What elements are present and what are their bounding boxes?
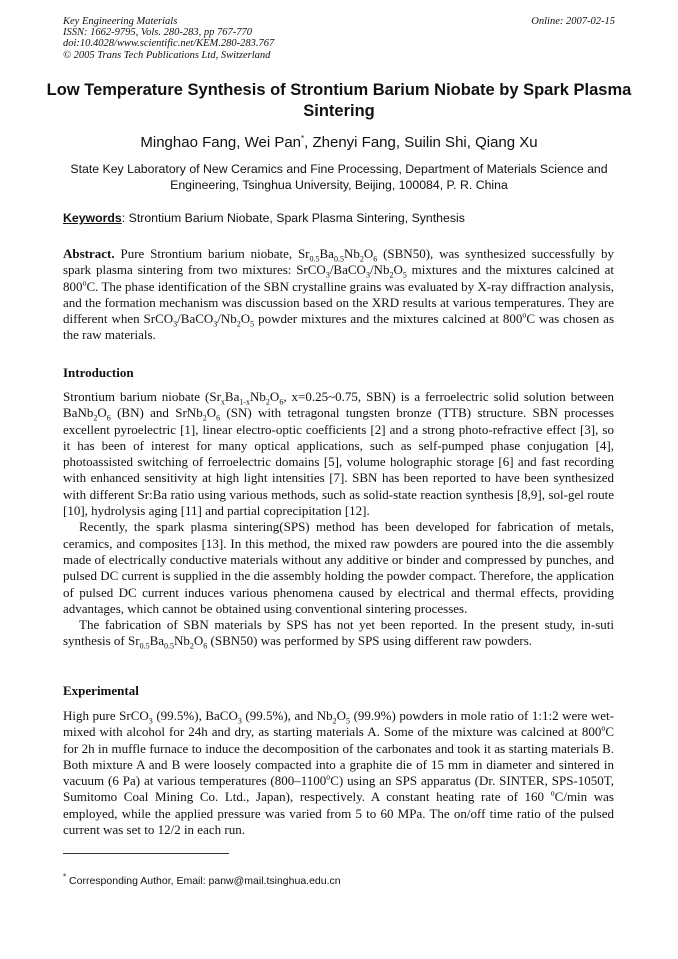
superscript: o <box>601 723 606 733</box>
intro-text: Ba <box>149 633 165 649</box>
subscript: 2 <box>389 270 394 280</box>
subscript: 6 <box>106 413 111 423</box>
intro-text: (SN) with tetragonal tungsten bronze (TTB) structure. SBN processes excellent pyroelectric [1], linear electro-optic coefficients [2] and a strong photo-refractive effect [3], so it has been of interest for many optical applications, such as self-pumped phase conjugation [4], photoassisted switching of ferroelectric domains [5], volume holographic storage [6] and fast recording with enhanced sensitivity at high light intensities [7]. SBN has been reported to have been synthesized with different Sr:Ba ratio using various methods, such as solid-state reaction synthesis [8,9], sol-gel route [10], hydrolysis aging [11] and partial coprecipitation [12]. <box>63 405 614 519</box>
affiliation: State Key Laboratory of New Ceramics and Fine Processing, Department of Materials Science and Engineering, Tsinghua University, Beijing, 100084, P. R. China <box>70 162 608 192</box>
subscript: 0.5 <box>333 254 344 264</box>
subscript: 3 <box>213 319 218 329</box>
intro-paragraph-2: Recently, the spark plasma sintering(SPS) method has been developed for fabrication of metals, ceramics, and composites [13]. In this method, the mixed raw powders are poured into the die assembly made of electrically conductive materials without any additive or binder and compressed by punches, and pulsed DC current is supplied in the die assembly holding the powder compact. Therefore, the application of pulsed DC current induces various phenomena caused by electrical and thermal effects, providing advantages, which cannot be obtained using conventional sintering processes. <box>63 519 614 616</box>
subscript: 2 <box>236 319 241 329</box>
intro-text: Nb <box>174 633 190 649</box>
introduction-heading: Introduction <box>63 365 134 380</box>
subscript: 3 <box>148 716 153 726</box>
subscript: 6 <box>203 642 208 652</box>
exp-text: (99.9%) powders in mole ratio of 1:1:2 were wet-mixed with alcohol for 24h and dry, as starting materials A. Some of the mixture was calcined at 800 <box>63 708 614 740</box>
subscript: 3 <box>237 716 242 726</box>
exp-text: C/min was employed, while the applied pressure was varied from 5 to 60 MPa. The on/off time ratio of the pulsed current was set to 12/2 in each run. <box>63 789 614 838</box>
abstract-text: mixtures and the mixtures calcined at 800 <box>63 262 614 294</box>
author-list <box>40 134 638 152</box>
journal-name: Key Engineering Materials <box>63 16 178 27</box>
experimental-body <box>63 708 614 838</box>
exp-text: C for 2h in muffle furnace to induce the decomposition of the carbonates and took it as starting materials B. Both mixture A and B were loosely compacted into a graphite die of 15 mm in diameter and sintered in vacuum (6 Pa) at various temperatures (800–1100 <box>63 724 614 789</box>
subscript: 6 <box>373 254 378 264</box>
exp-text: C) using an SPS apparatus (Dr. SINTER, SPS-1050T, Sumitomo Coal Mining Co. Ltd., Japan), respectively. A constant heating rate of 160 <box>63 773 614 805</box>
abstract-text: O <box>240 311 251 327</box>
abstract <box>63 246 614 344</box>
abstract-text: /BaCO <box>329 262 366 278</box>
abstract-label: Abstract. <box>63 246 115 261</box>
subscript: 2 <box>202 413 207 423</box>
subscript: 2 <box>93 413 98 423</box>
superscript: o <box>550 789 555 799</box>
abstract-text: Pure Strontium barium niobate, Sr <box>114 246 310 261</box>
intro-paragraph-1 <box>63 389 614 519</box>
abstract-text: Ba <box>319 246 334 261</box>
superscript: o <box>522 310 527 320</box>
footnote-mark: * <box>63 872 67 882</box>
subscript: 2 <box>265 397 270 407</box>
abstract-text: O <box>363 246 374 261</box>
abstract-text: /Nb <box>369 262 390 278</box>
keywords-label: Keywords <box>63 211 122 225</box>
subscript: 2 <box>189 642 194 652</box>
subscript: 6 <box>279 397 284 407</box>
intro-text: O <box>269 389 280 404</box>
subscript: 5 <box>346 716 351 726</box>
intro-text: (SBN50) was performed by SPS using different raw powders. <box>207 633 533 649</box>
author-names-2: , Zhenyi Fang, Suilin Shi, Qiang Xu <box>304 134 538 151</box>
corresponding-mark: * <box>301 134 305 143</box>
intro-text: , x=0.25~0.75, SBN) is a ferroelectric solid solution between BaNb <box>63 389 614 421</box>
subscript: 3 <box>365 270 370 280</box>
abstract-text: powder mixtures and the mixtures calcined at 800 <box>254 311 523 327</box>
subscript: 0.5 <box>139 642 150 652</box>
author-names-1: Minghao Fang, Wei Pan <box>140 134 302 151</box>
abstract-text: C was chosen as the raw materials. <box>63 311 615 343</box>
abstract-text: (SBN50), was synthesized successfully by spark plasma sintering from two mixtures: SrCO <box>63 246 614 278</box>
journal-header <box>63 16 615 61</box>
subscript: 0.5 <box>164 642 175 652</box>
abstract-text: /Nb <box>217 311 237 327</box>
subscript: 5 <box>250 319 255 329</box>
exp-text: (99.5%), BaCO <box>152 708 238 723</box>
footnote <box>63 872 341 888</box>
exp-text: High pure SrCO <box>63 708 149 723</box>
intro-text: The fabrication of SBN materials by SPS has not yet been reported. In the present study, in-suti synthesis of Sr <box>63 617 614 649</box>
intro-text: Nb <box>250 389 266 404</box>
subscript: 2 <box>359 254 364 264</box>
keywords-text: Strontium Barium Niobate, Spark Plasma Sintering, Synthesis <box>125 211 465 225</box>
issn-line: ISSN: 1662-9795, Vols. 280-283, pp 767-770 <box>63 27 252 39</box>
introduction-body <box>63 389 614 650</box>
abstract-text: Nb <box>343 246 360 261</box>
intro-paragraph-3 <box>63 617 614 650</box>
abstract-text: /BaCO <box>177 311 214 327</box>
superscript: o <box>326 772 331 782</box>
online-date: Online: 2007-02-15 <box>531 16 615 27</box>
copyright-line: © 2005 Trans Tech Publications Ltd, Switzerland <box>63 49 271 61</box>
footnote-text: Corresponding Author, Email: panw@mail.tsinghua.edu.cn <box>66 875 341 887</box>
paper-title: Low Temperature Synthesis of Strontium Barium Niobate by Spark Plasma Sintering <box>46 81 632 120</box>
footnote-rule <box>63 853 229 854</box>
exp-text: (99.5%), and Nb <box>241 708 333 723</box>
intro-text: O <box>206 405 217 421</box>
abstract-text: O <box>393 262 403 278</box>
doi-line: doi:10.4028/www.scientific.net/KEM.280-283.767 <box>63 38 275 50</box>
intro-text: (BN) and SrNb <box>110 405 203 421</box>
intro-text: Ba <box>224 389 240 404</box>
subscript: 5 <box>402 270 407 280</box>
subscript: 3 <box>325 270 330 280</box>
keywords-line <box>63 210 638 226</box>
experimental-heading: Experimental <box>63 683 139 698</box>
subscript: 0.5 <box>309 254 320 264</box>
subscript: 3 <box>173 319 178 329</box>
abstract-text: C. The phase identification of the SBN crystalline grains was evaluated by X-ray diffraction analysis, and the formation mechanism was discussion based on the XRD results at various temperatures. They are different when SrCO <box>63 278 614 327</box>
intro-text: O <box>97 405 107 421</box>
subscript: 2 <box>332 716 337 726</box>
exp-text: O <box>336 708 347 723</box>
superscript: o <box>82 278 87 288</box>
keywords-colon: : <box>121 211 126 225</box>
intro-text: Strontium barium niobate (Sr <box>63 389 221 404</box>
intro-text: O <box>193 633 204 649</box>
subscript: 6 <box>216 413 221 423</box>
subscript: 1-x <box>239 397 251 407</box>
subscript: x <box>220 397 225 407</box>
